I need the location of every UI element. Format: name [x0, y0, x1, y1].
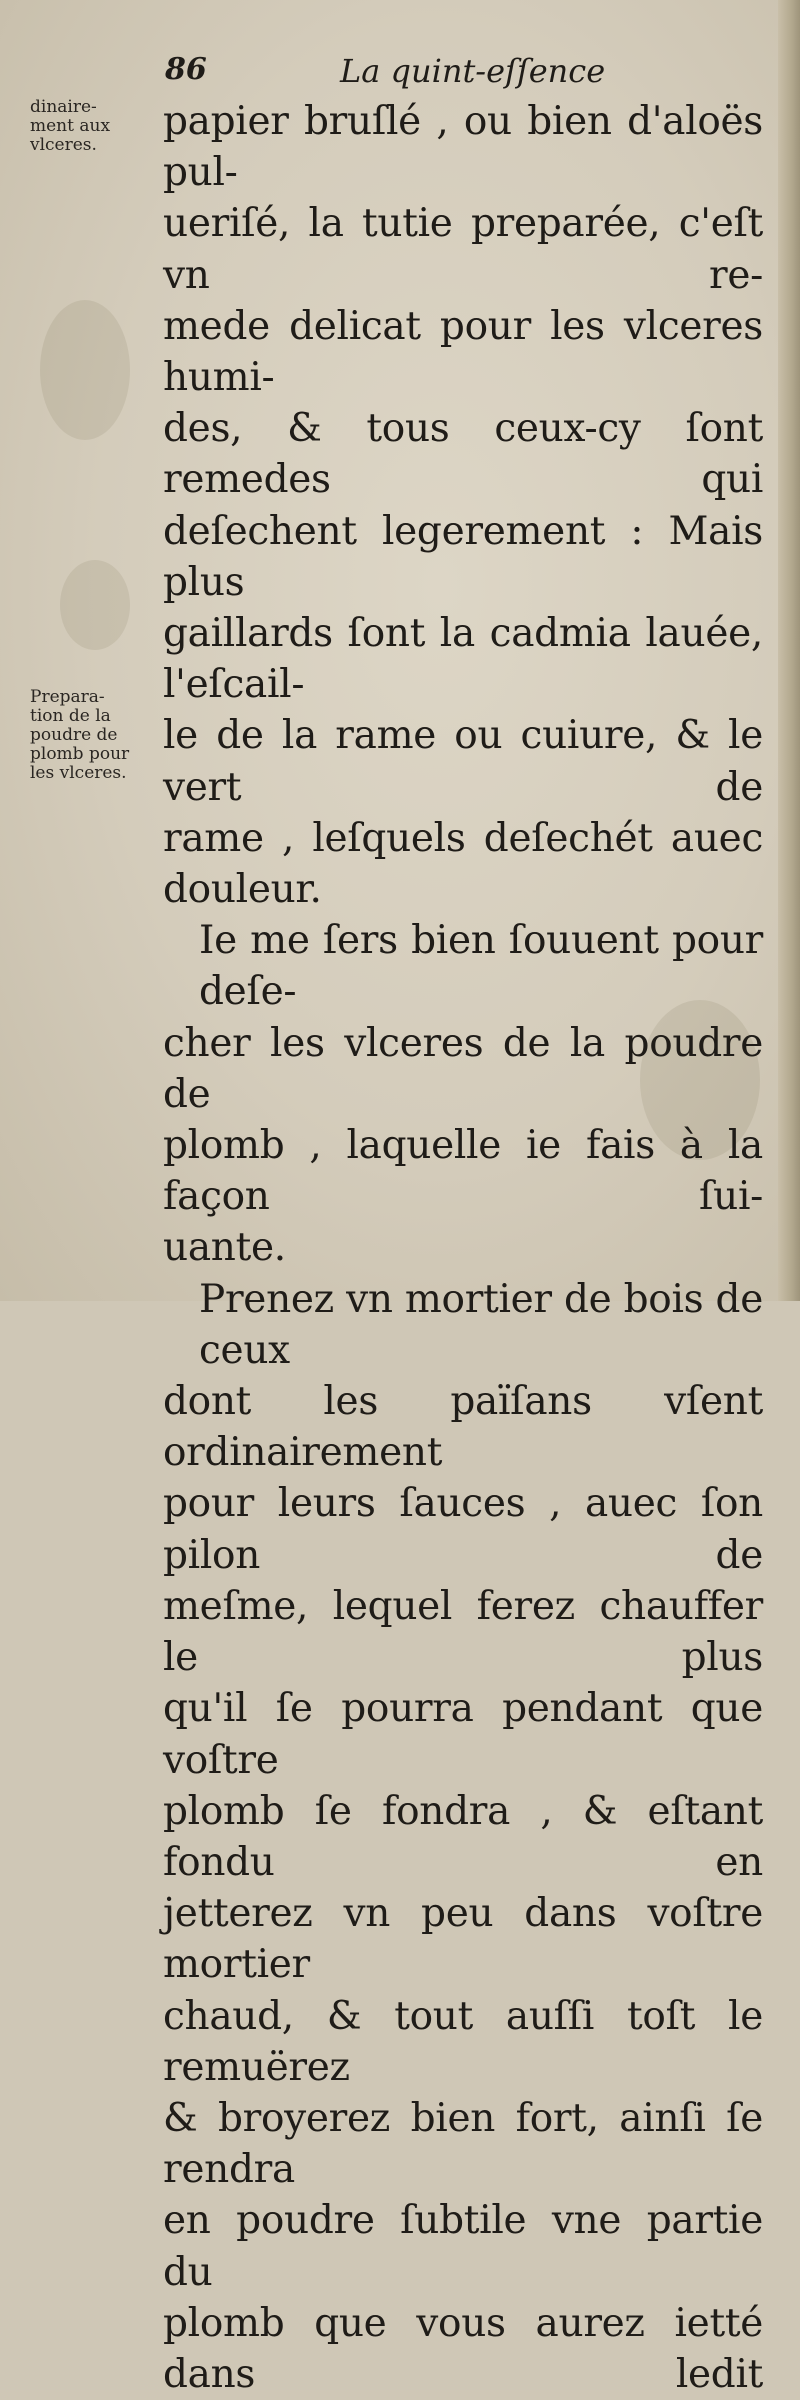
margin-note-line: Prepara- [30, 687, 105, 707]
text-line: dont les païſans vſent ordinairement [163, 1379, 763, 1476]
running-title: La quint-eſſence [340, 52, 606, 90]
page-number: 86 [165, 52, 207, 87]
margin-note-line: tion de la [30, 706, 111, 726]
text-line: pour leurs ſauces , auec ſon pilon de [163, 1481, 763, 1578]
text-line: uante. [163, 1225, 286, 1271]
text-line: en poudre ſubtile vne partie du [163, 2198, 763, 2295]
text-line: rame , leſquels deſechét auec douleur. [163, 815, 763, 913]
page-edge [778, 0, 800, 1301]
margin-note-line: les vlceres. [30, 763, 127, 783]
text-line: Prenez vn mortier de bois de ceux [199, 1276, 763, 1373]
text-line: papier bruſlé , ou bien d'aloës pul- [163, 99, 763, 196]
margin-note [30, 688, 129, 783]
text-line: plomb , laquelle ie fais à la façon ſui- [163, 1123, 763, 1220]
margin-note-line: plomb pour [30, 744, 130, 764]
paper-stain [40, 300, 130, 440]
text-line: meſme, lequel ferez chauffer le plus [163, 1583, 763, 1681]
text-line: jetterez vn peu dans voſtre mortier [163, 1891, 763, 1988]
text-line: deſechent legerement : Mais plus [163, 508, 763, 605]
text-line: plomb que vous aurez ietté dans ledit [163, 2300, 763, 2397]
paper-stain [60, 560, 130, 650]
text-line: ueriſé, la tutie preparée, c'eſt vn re- [163, 201, 763, 298]
text-line: mede delicat pour les vlceres humi- [163, 303, 763, 401]
text-line: plomb ſe fondra , & eſtant fondu en [163, 1788, 763, 1885]
margin-note-line: dinaire- [30, 97, 97, 117]
margin-note-line: poudre de [30, 725, 118, 745]
text-line: qu'il ſe pourra pendant que voſtre [163, 1686, 763, 1783]
margin-note-line: vlceres. [30, 135, 97, 155]
text-line: Ie me ſers bien ſouuent pour deſe- [199, 918, 763, 1015]
text-line: le de la rame ou cuiure, & le vert de [163, 713, 763, 810]
margin-note-line: ment aux [30, 116, 111, 136]
body-text [163, 96, 763, 2400]
text-line: & broyerez bien fort, ainſi ſe rendra [163, 2095, 763, 2193]
margin-note [30, 98, 110, 155]
page-header [165, 52, 765, 96]
text-line: gaillards ſont la cadmia lauée, l'eſcail- [163, 611, 763, 708]
text-line: chaud, & tout auſſi toſt le remuërez [163, 1993, 763, 2090]
text-line: des, & tous ceux-cy ſont remedes qui [163, 406, 763, 503]
text-line: cher les vlceres de la poudre de [163, 1020, 763, 1117]
